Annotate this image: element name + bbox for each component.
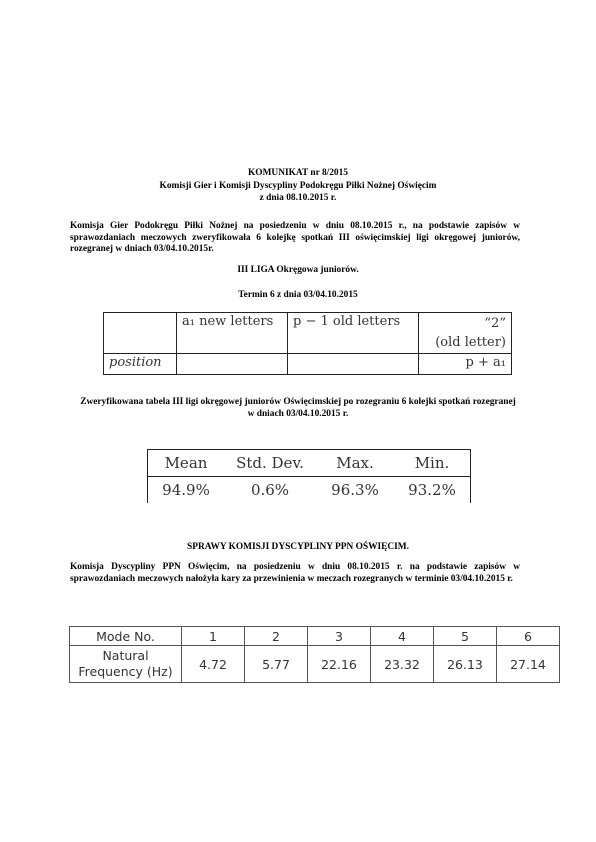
table-header-cell: Mode No. [70, 627, 182, 646]
table-cell: 93.2% [394, 477, 471, 504]
document-title: KOMUNIKAT nr 8/2015 [247, 168, 348, 178]
table-cell: p + a₁ [419, 354, 512, 375]
table-row [70, 646, 560, 683]
frequency-table [69, 626, 560, 683]
table-header-cell: 4 [371, 627, 434, 646]
verified-table-caption: Zweryfikowana tabela III ligi okręgowej juniorów Oświęcimskiej po rozegraniu 6 kolejki spotkań rozegranej w dniach 03/04.10.2015 r. [80, 397, 516, 419]
table-row [148, 450, 471, 477]
table-cell: 22.16 [308, 646, 371, 683]
table-cell: 94.9% [148, 477, 225, 504]
table-cell: 23.32 [371, 646, 434, 683]
table-header-cell: 2 [245, 627, 308, 646]
table-row-label: Natural Frequency (Hz) [70, 646, 182, 683]
intro-paragraph: Komisja Gier Podokręgu Piłki Nożnej na posiedzeniu w dniu 08.10.2015 r., na podstawie zapisów w sprawozdaniach meczowych zweryfikowała 6 kolejkę spotkań III oświęcimskiej ligi okręgowej juniorów, rozegranej w dniach 03/04.10.2015r. [70, 221, 520, 254]
table-cell [104, 313, 177, 354]
table-cell: 27.14 [497, 646, 560, 683]
table-header-cell: Min. [394, 450, 471, 477]
table-row [70, 627, 560, 646]
table-cell: 5.77 [245, 646, 308, 683]
table-row-label: position [104, 354, 177, 375]
table-row [104, 354, 512, 375]
table-cell: 26.13 [434, 646, 497, 683]
schedule-table [103, 312, 512, 375]
table-header-cell: a₁ new letters [177, 313, 288, 354]
table-header-cell: p − 1 old letters [288, 313, 419, 354]
table-header-cell: 5 [434, 627, 497, 646]
table-cell: 0.6% [250, 481, 290, 499]
discipline-paragraph: Komisja Dyscypliny PPN Oświęcim, na posiedzeniu w dniu 08.10.2015 r. na podstawie zapisów w sprawozdaniach meczowych nałożyła kary za przewinienia w meczach rozegranych w terminie 03/04.10.2015 r. [70, 562, 520, 584]
document-date: z dnia 08.10.2015 r. [259, 193, 337, 203]
table-cell [177, 354, 288, 375]
table-cell: 96.3% [331, 481, 379, 499]
table-row [104, 313, 512, 354]
table-header-cell: Mean [148, 450, 225, 477]
discipline-heading: SPRAWY KOMISJI DYSCYPLINY PPN OŚWIĘCIM. [187, 542, 409, 552]
table-cell [288, 354, 419, 375]
table-header-cell: 3 [308, 627, 371, 646]
stats-table [147, 449, 471, 503]
table-header-cell: Std. Dev. [224, 450, 316, 477]
term-heading: Termin 6 z dnia 03/04.10.2015 [238, 290, 358, 300]
table-header-cell: 1 [182, 627, 245, 646]
table-header-cell: Max. [316, 450, 394, 477]
table-header-cell: “2” (old letter) [419, 313, 512, 354]
league-heading: III LIGA Okręgowa juniorów. [237, 265, 359, 275]
document-subtitle: Komisji Gier i Komisji Dyscypliny Podokręgu Piłki Nożnej Oświęcim [159, 181, 437, 191]
table-row [148, 477, 471, 504]
table-header-cell: 6 [497, 627, 560, 646]
table-cell: 4.72 [182, 646, 245, 683]
